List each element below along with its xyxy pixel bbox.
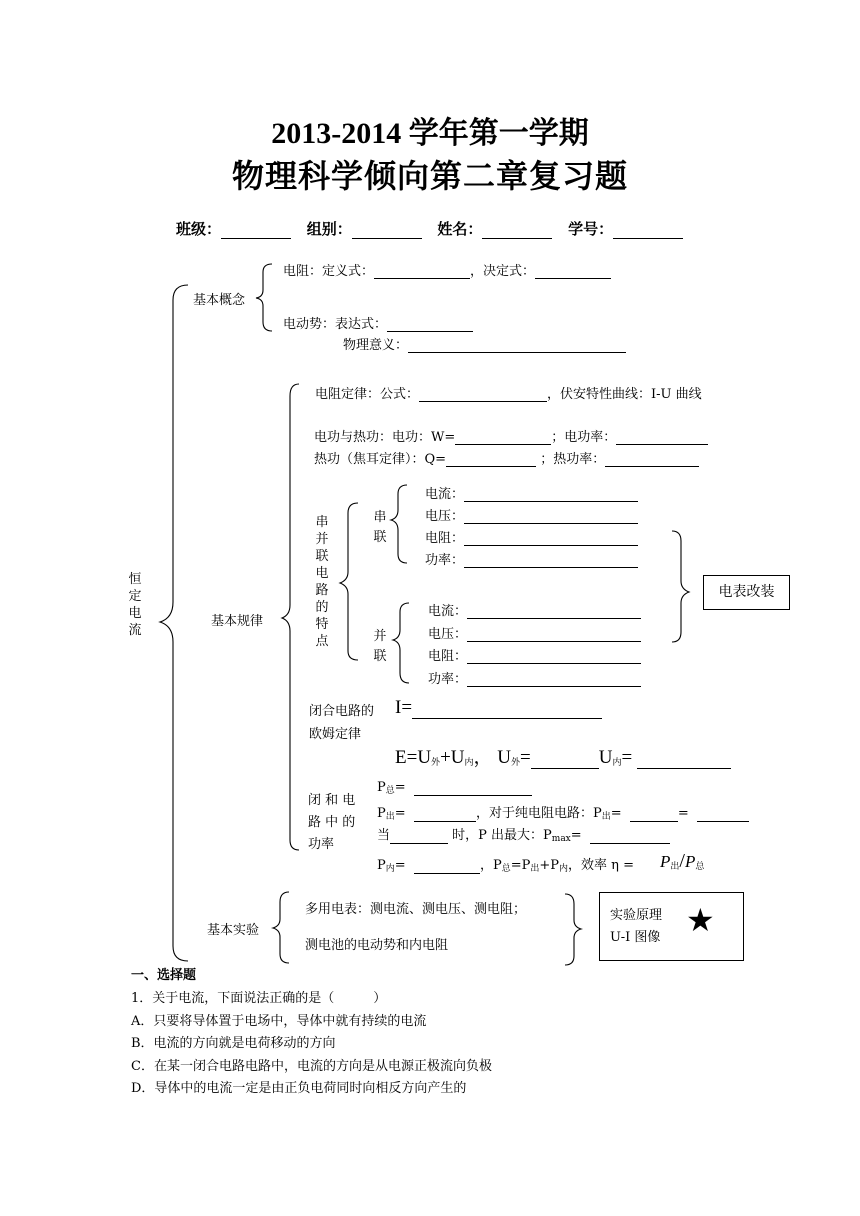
option-d: D．导体中的电流一定是由正负电荷同时向相反方向产生的 <box>131 1081 467 1096</box>
eq: = <box>610 806 622 821</box>
resistance-det-label: ，决定式： <box>470 264 536 279</box>
current-formula-blank[interactable] <box>412 700 602 719</box>
max-condition-blank[interactable] <box>390 828 448 844</box>
parallel-voltage-label: 电压： <box>428 627 468 642</box>
parallel-resistance-label: 电阻： <box>428 649 468 664</box>
series-power-label: 功率： <box>425 553 465 568</box>
series-brace <box>391 485 407 563</box>
parallel-brace <box>393 603 409 683</box>
heat-label: 热功（焦耳定律）：Q= <box>314 452 447 467</box>
heat-blank[interactable] <box>446 451 536 467</box>
plus-u: +U <box>440 747 465 768</box>
p-out-pure-blank2[interactable] <box>697 806 749 822</box>
student-info <box>176 218 683 239</box>
u-in-blank[interactable] <box>637 750 731 769</box>
experiments-line2: 测电池的电动势和内电阻 <box>305 938 449 953</box>
emf-meaning-label: 物理意义： <box>343 338 409 353</box>
resistance-def-label: 电阻：定义式： <box>283 264 375 279</box>
pure-resistor-label: ，对于纯电阻电路：P <box>475 806 602 821</box>
question-1: 1．关于电流，下面说法正确的是（ ） <box>131 991 387 1006</box>
experiments-label: 基本实验 <box>207 923 260 938</box>
class-blank[interactable] <box>221 223 291 239</box>
parallel-power-blank[interactable] <box>467 671 641 687</box>
eq: = <box>570 828 582 843</box>
box-line2: U-I 图像 <box>610 930 661 945</box>
p-in-blank[interactable] <box>414 858 480 874</box>
series-current-label: 电流： <box>425 487 465 502</box>
series-resistance-label: 电阻： <box>425 531 465 546</box>
p-total-line <box>377 780 532 796</box>
series-voltage-blank[interactable] <box>464 508 638 524</box>
eq-label: = <box>520 747 531 768</box>
parallel-label: 并联 <box>373 629 387 664</box>
sub-total: 总 <box>501 864 511 874</box>
experiments-line1: 多用电表：测电流、测电压、测电阻； <box>305 902 527 917</box>
closed-ohm-label2: 欧姆定律 <box>309 727 362 742</box>
p-symbol: P <box>377 858 386 873</box>
series-label: 串联 <box>373 510 387 545</box>
root-label: 恒定电流 <box>128 572 142 638</box>
parallel-current-label: 电流： <box>428 604 468 619</box>
u-out-label: ， U <box>473 747 511 768</box>
root-brace <box>160 285 188 961</box>
parallel-resistance-blank[interactable] <box>467 648 641 664</box>
series-current-row <box>425 483 638 502</box>
parallel-current-row <box>428 600 641 619</box>
sub-in: 内 <box>464 757 474 767</box>
plus-p: +P <box>539 858 559 873</box>
p-in-line <box>377 854 634 874</box>
name-blank[interactable] <box>482 223 552 239</box>
frac-den-sub: 总 <box>695 861 705 871</box>
p-total-blank[interactable] <box>414 780 532 796</box>
power-label2: 路 中 的 <box>308 815 356 830</box>
u-in-label: U <box>598 747 613 768</box>
current-eq-label: I= <box>395 697 413 718</box>
power-label3: 功率 <box>308 837 335 852</box>
work-label: 电功与热功：电功：W= <box>314 430 456 445</box>
series-resistance-blank[interactable] <box>464 530 638 546</box>
basic-laws-label: 基本规律 <box>211 614 264 629</box>
work-blank[interactable] <box>455 429 551 445</box>
p-total-rhs: =P <box>510 858 531 873</box>
series-resistance-row <box>425 527 638 546</box>
series-current-blank[interactable] <box>464 486 638 502</box>
resistance-law-blank[interactable] <box>419 386 547 402</box>
eq: = <box>677 806 689 821</box>
series-voltage-label: 电压： <box>425 509 465 524</box>
emf-meaning-line <box>343 334 626 353</box>
group-label: 组别： <box>306 220 352 238</box>
p-out-pure-blank1[interactable] <box>630 806 678 822</box>
option-a: A．只要将导体置于电场中，导体中就有持续的电流 <box>131 1014 427 1029</box>
u-out-blank[interactable] <box>531 750 599 769</box>
closed-ohm-label1: 闭合电路的 <box>309 704 375 719</box>
eq: = <box>394 858 406 873</box>
meter-brace <box>672 531 689 642</box>
emf-formula <box>395 742 731 769</box>
resistance-def-blank[interactable] <box>374 263 470 279</box>
emf-eq-label: E=U <box>395 747 432 768</box>
p-out-line <box>377 802 749 822</box>
experiments-right-brace <box>565 894 581 965</box>
basic-concepts-label: 基本概念 <box>193 293 246 308</box>
sub-out: 出 <box>601 812 611 822</box>
frac-slash: / <box>679 850 685 872</box>
heat-line <box>314 448 699 467</box>
power-blank[interactable] <box>616 429 708 445</box>
emf-expression-label: 电动势：表达式： <box>283 317 388 332</box>
heat-power-blank[interactable] <box>605 451 699 467</box>
emf-expression-line <box>283 313 473 332</box>
work-line <box>314 426 708 445</box>
number-label: 学号： <box>568 220 614 238</box>
p-max-blank[interactable] <box>590 828 670 844</box>
concepts-brace <box>256 264 272 331</box>
efficiency-label: ，效率 η = <box>568 858 634 873</box>
series-power-row <box>425 549 638 568</box>
sub-total: 总 <box>385 786 395 796</box>
group-blank[interactable] <box>352 223 422 239</box>
p-out-blank[interactable] <box>414 806 476 822</box>
title-line2: 物理科学倾向第二章复习题 <box>231 157 628 195</box>
series-power-blank[interactable] <box>464 552 638 568</box>
resistance-law-label: 电阻定律：公式： <box>315 387 420 402</box>
title-line1: 2013-2014 学年第一学期 <box>271 117 589 150</box>
experiments-brace <box>273 892 289 963</box>
emf-expression-blank[interactable] <box>387 316 473 332</box>
p-symbol: P <box>377 806 386 821</box>
sub-out: 出 <box>385 812 395 822</box>
resistance-definition-line <box>283 260 611 279</box>
star-icon: ★ <box>686 901 715 939</box>
p-symbol: P <box>377 780 386 795</box>
sub-out: 出 <box>530 864 540 874</box>
number-blank[interactable] <box>613 223 683 239</box>
parallel-current-blank[interactable] <box>467 603 641 619</box>
sub-in-2: 内 <box>612 757 622 767</box>
resistance-law-line <box>315 383 702 402</box>
emf-meaning-blank[interactable] <box>408 337 626 353</box>
parallel-power-label: 功率： <box>428 672 468 687</box>
sub-in: 内 <box>385 864 395 874</box>
option-c: C．在某一闭合电路电路中，电流的方向是从电源正极流向负极 <box>131 1059 492 1074</box>
parallel-power-row <box>428 668 641 687</box>
p-max-line <box>377 824 670 844</box>
section-heading: 一、选择题 <box>131 968 197 983</box>
series-voltage-row <box>425 505 638 524</box>
box-line1: 实验原理 <box>610 908 663 923</box>
series-parallel-label: 串并联电路的特点 <box>315 515 329 649</box>
frac-num-sub: 出 <box>670 861 680 871</box>
name-label: 姓名： <box>437 220 483 238</box>
parallel-resistance-row <box>428 645 641 664</box>
efficiency-fraction <box>660 850 704 873</box>
frac-num: P <box>660 852 671 871</box>
parallel-voltage-blank[interactable] <box>467 626 641 642</box>
experiment-principle-box <box>599 892 744 961</box>
sub-in: 内 <box>559 864 569 874</box>
meter-conversion-box: 电表改装 <box>703 575 790 610</box>
power-label1: 闭 和 电 <box>308 793 356 808</box>
frac-den: P <box>684 852 696 871</box>
parallel-voltage-row <box>428 623 641 642</box>
laws-brace <box>282 384 299 850</box>
heat-power-label: ；热功率： <box>536 452 606 467</box>
power-label: ；电功率： <box>551 430 617 445</box>
current-formula <box>395 697 602 719</box>
sub-out-2: 外 <box>511 757 521 767</box>
eq2-label: = <box>621 747 633 768</box>
p-total-label: ，P <box>479 858 502 873</box>
resistance-det-blank[interactable] <box>535 263 611 279</box>
when-label: 当 <box>377 828 391 843</box>
sub-out: 外 <box>431 757 441 767</box>
eq: = <box>394 806 406 821</box>
option-b: B．电流的方向就是电荷移动的方向 <box>131 1036 336 1051</box>
class-label: 班级： <box>176 220 222 238</box>
iu-curve-label: ，伏安特性曲线：I-U 曲线 <box>547 387 702 402</box>
eq: = <box>394 780 406 795</box>
sub-max: max <box>551 834 571 844</box>
sp-brace <box>340 503 358 660</box>
max-label: 时，P 出最大：P <box>448 828 552 843</box>
